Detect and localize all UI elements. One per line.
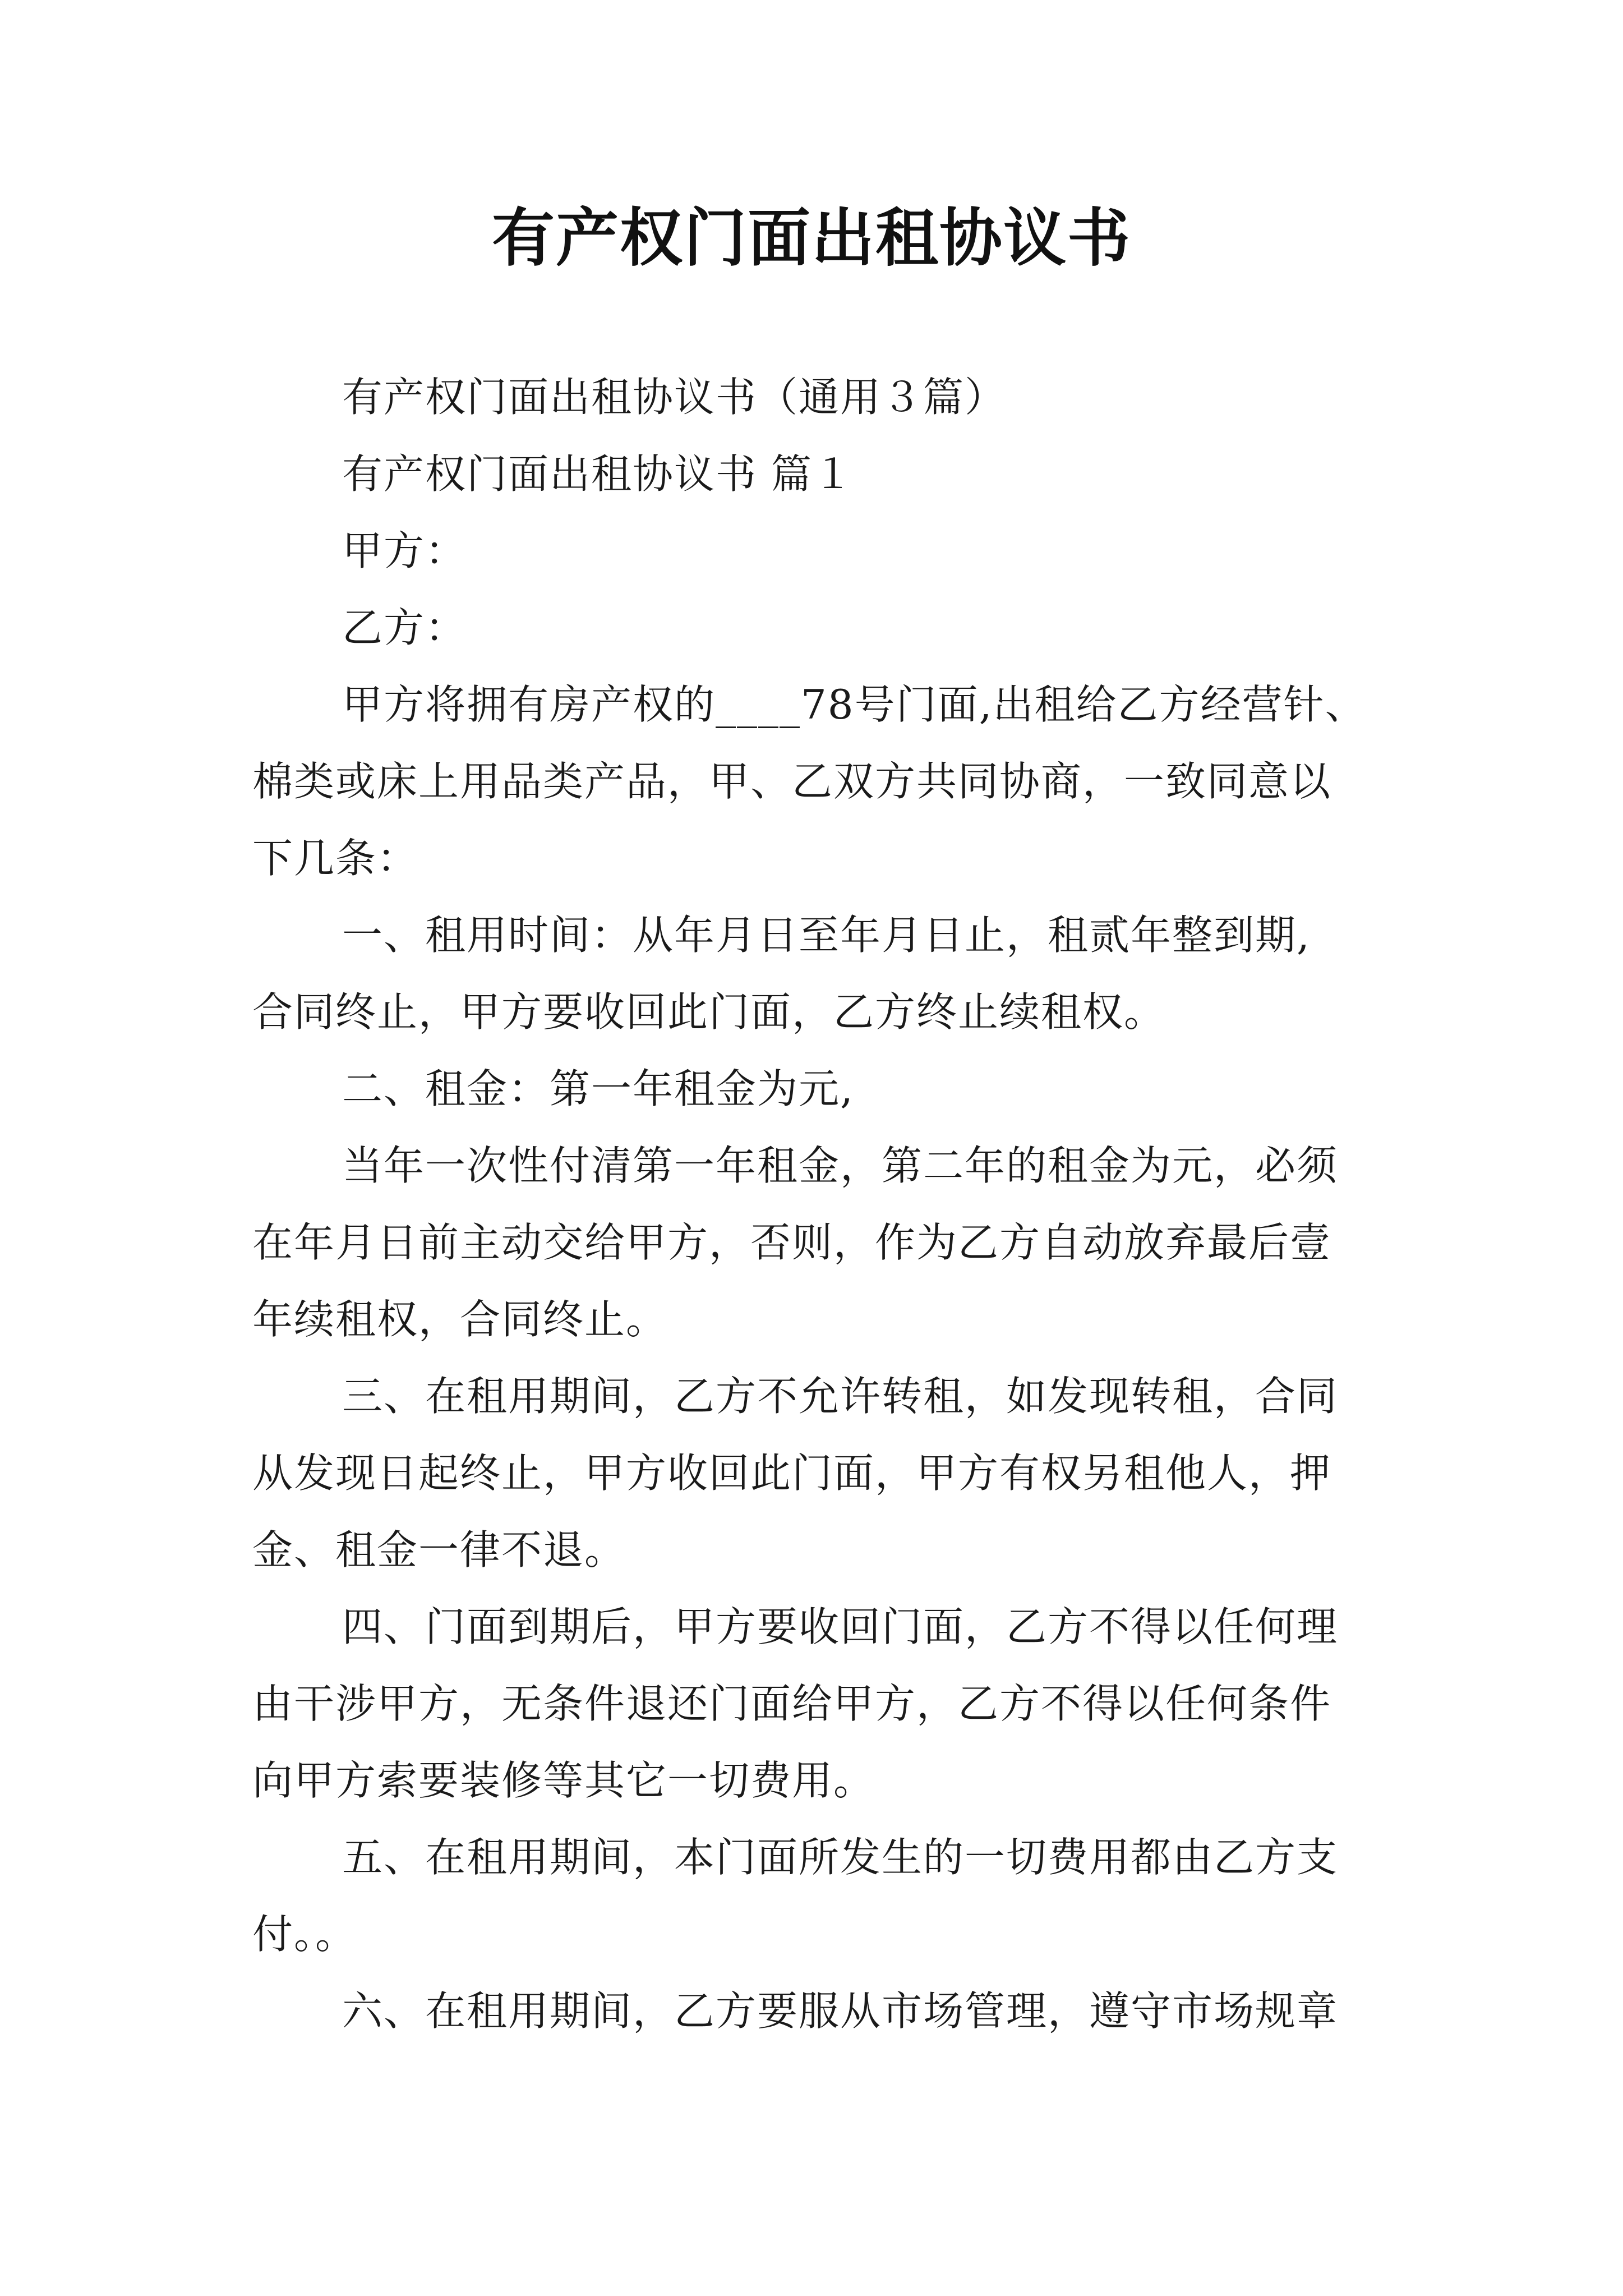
text-line: 下几条： — [252, 835, 419, 882]
text-line: 年续租权，合同终止。 — [252, 1296, 668, 1343]
text-line: 从发现日起终止，甲方收回此门面，甲方有权另租他人，押 — [252, 1450, 1332, 1497]
text-line: 金、租金一律不退。 — [252, 1526, 626, 1573]
text-line: 合同终止，甲方要收回此门面，乙方终止续租权。 — [252, 988, 1166, 1036]
text-line: 乙方： — [342, 604, 467, 651]
text-line: 付。。 — [252, 1911, 357, 1958]
text-line: 在年月日前主动交给甲方，否则，作为乙方自动放弃最后壹 — [252, 1219, 1332, 1266]
text-line: 向甲方索要装修等其它一切费用。 — [252, 1757, 875, 1804]
text-line: 一、租用时间：从年月日至年月日止，租贰年整到期, — [342, 912, 1311, 959]
text-line: 当年一次性付清第一年租金，第二年的租金为元，必须 — [342, 1142, 1339, 1189]
text-line: 由干涉甲方，无条件退还门面给甲方，乙方不得以任何条件 — [252, 1680, 1332, 1727]
text-line: 三、在租用期间，乙方不允许转租，如发现转租，合同 — [342, 1373, 1339, 1420]
text-line: 棉类或床上用品类产品，甲、乙双方共同协商，一致同意以 — [252, 758, 1332, 805]
document-body — [252, 359, 1402, 2050]
text-line: 有产权门面出租协议书 篇１ — [342, 450, 854, 498]
text-line: 二、租金：第一年租金为元, — [342, 1065, 854, 1112]
text-line: 甲方将拥有房产权的____78号门面,出租给乙方经营针、 — [342, 681, 1367, 728]
document-title: 有产权门面出租协议书 — [492, 201, 1131, 275]
text-line: 有产权门面出租协议书（通用３篇） — [342, 374, 1007, 421]
text-line: 四、门面到期后，甲方要收回门面，乙方不得以任何理 — [342, 1603, 1339, 1650]
text-line: 五、在租用期间，本门面所发生的一切费用都由乙方支 — [342, 1834, 1339, 1881]
text-line: 甲方： — [342, 527, 467, 574]
text-line: 六、在租用期间，乙方要服从市场管理，遵守市场规章 — [342, 1987, 1339, 2035]
